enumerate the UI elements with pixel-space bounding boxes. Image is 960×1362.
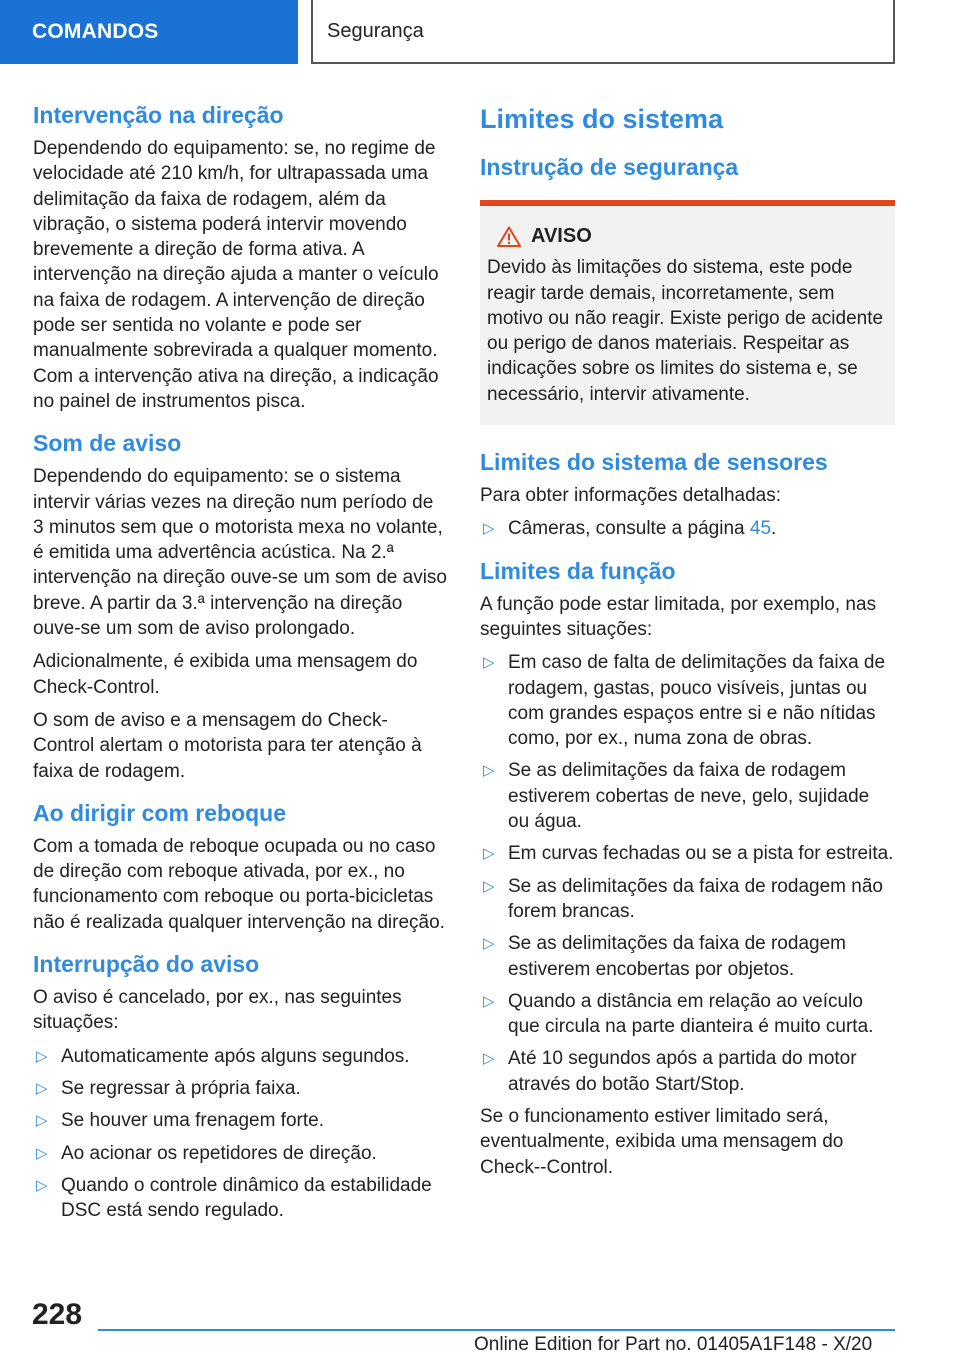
list-item: ▷ Em caso de falta de delimitações da faixa de rodagem, gastas, pouco visíveis, juntas ou com grandes espaços entre si e não nítidas como, por ex., numa zona de obras. <box>483 652 886 750</box>
triangle-right-icon: ▷ <box>36 1047 48 1065</box>
left-column <box>33 100 448 1230</box>
chapter-title: Segurança <box>327 19 424 42</box>
sensores-list <box>480 516 895 541</box>
list-item: ▷ Se as delimitações da faixa de rodagem estiverem encobertas por objetos. <box>483 933 846 980</box>
interrupcao-list <box>33 1044 448 1224</box>
list-item: ▷ Em curvas fechadas ou se a pista for estreita. <box>480 841 895 866</box>
triangle-right-icon: ▷ <box>483 992 495 1010</box>
paragraph-som-aviso-3: O som de aviso e a mensagem do Check-Control alertam o motorista para ter atenção à faixa de rodagem. <box>33 709 422 782</box>
list-item: ▷ Se houver uma frenagem forte. <box>33 1108 448 1133</box>
triangle-right-icon: ▷ <box>483 845 495 863</box>
page-number: 228 <box>32 1298 83 1331</box>
heading-som-aviso: Som de aviso <box>33 430 182 457</box>
limites-funcao-list <box>480 650 895 1097</box>
list-item: ▷ Câmeras, consulte a página 45. <box>480 516 895 541</box>
page-link[interactable]: 45 <box>749 518 772 540</box>
paragraph-intervencao: Dependendo do equipamento: se, no regime de velocidade até 210 km/h, for ultrapassada uma delimitação da faixa de rodagem, além da vibração, o sistema poderá intervir movendo brevemente a direção de forma ativa. A intervenção na direção ajuda a manter o veículo na faixa de rodagem. A intervenção de direção pode ser sentida no volante e pode ser manualmente sobrevirada a qualquer momento. Com a intervenção ativa na direção, a indicação no painel de instrumentos pisca. <box>33 138 439 412</box>
triangle-right-icon: ▷ <box>36 1079 48 1097</box>
section-limites-funcao <box>480 556 895 1180</box>
paragraph-closing: Se o funcionamento estiver limitado será, eventualmente, exibida uma mensagem do Check--Control. <box>480 1106 844 1178</box>
list-item: ▷ Automaticamente após alguns segundos. <box>33 1044 448 1069</box>
triangle-right-icon: ▷ <box>483 654 495 672</box>
paragraph-sensores: Para obter informações detalhadas: <box>480 485 782 507</box>
page-title: Limites do sistema <box>480 104 724 134</box>
heading-limites-funcao: Limites da função <box>480 557 676 584</box>
paragraph-limites-funcao: A função pode estar limitada, por exemplo, nas seguintes situações: <box>480 593 877 640</box>
header-chapter <box>311 0 895 64</box>
paragraph-reboque: Com a tomada de reboque ocupada ou no caso de direção com reboque ativada, por ex., no funcionamento com reboque ou porta-bicicletas não é realizada qualquer intervenção na direção. <box>33 835 445 933</box>
warning-text: Devido às limitações do sistema, este pode reagir tarde demais, incorretamente, sem motivo ou não reagir. Existe perigo de acidente ou perigo de danos materiais. Respeitar as indicações sobre os limites do sistema e, se necessário, intervir ativamente. <box>487 257 884 405</box>
section-reboque <box>33 798 448 935</box>
heading-instrucao-seguranca: Instrução de segurança <box>480 154 739 180</box>
heading-sensores: Limites do sistema de sensores <box>480 449 828 476</box>
paragraph-interrupcao: O aviso é cancelado, por ex., nas seguintes situações: <box>33 987 402 1034</box>
list-item: ▷ Se regressar à própria faixa. <box>33 1076 448 1101</box>
paragraph-som-aviso-2: Adicionalmente, é exibida uma mensagem do Check-Control. <box>33 651 418 698</box>
paragraph-som-aviso-1: Dependendo do equipamento: se o sistema intervir várias vezes na direção num período de 3 minutos sem que o motorista mexa no volante, é emitida uma advertência acústica. Na 2.ª intervenção na direção ouve-se um som de aviso breve. A partir da 3.ª intervenção na direção ouve-se um som de aviso prolongado. <box>33 466 448 640</box>
warning-triangle-icon <box>497 226 521 247</box>
triangle-right-icon: ▷ <box>483 1050 495 1068</box>
triangle-right-icon: ▷ <box>36 1144 48 1162</box>
list-item: ▷ Quando a distância em relação ao veículo que circula na parte dianteira é muito curta. <box>483 990 874 1038</box>
heading-reboque: Ao dirigir com reboque <box>33 799 287 826</box>
heading-intervencao: Intervenção na direção <box>33 102 284 128</box>
warning-box <box>480 200 895 425</box>
list-item: ▷ Quando o controle dinâmico da estabilidade DSC está sendo regulado. <box>36 1174 432 1222</box>
warning-title: AVISO <box>487 224 887 249</box>
list-item: ▷ Se as delimitações da faixa de rodagem estiverem cobertas de neve, gelo, sujidade ou água. <box>483 760 870 833</box>
footer-divider <box>98 1329 895 1331</box>
heading-interrupcao: Interrupção do aviso <box>33 951 260 978</box>
list-item: ▷ Até 10 segundos após a partida do motor através do botão Start/Stop. <box>483 1048 857 1095</box>
triangle-right-icon: ▷ <box>483 877 495 895</box>
triangle-right-icon: ▷ <box>483 762 495 780</box>
edition-text: Online Edition for Part no. 01405A1F148 - X/20 <box>474 1334 873 1355</box>
header-section-tab: COMANDOS <box>0 0 298 64</box>
list-item: ▷ Se as delimitações da faixa de rodagem não forem brancas. <box>483 875 883 922</box>
list-item: ▷ Ao acionar os repetidores de direção. <box>33 1141 448 1166</box>
triangle-right-icon: ▷ <box>36 1176 48 1194</box>
triangle-right-icon: ▷ <box>483 935 495 953</box>
right-column <box>480 100 895 1188</box>
section-interrupcao <box>33 949 448 1223</box>
triangle-right-icon: ▷ <box>36 1112 48 1130</box>
triangle-right-icon: ▷ <box>483 520 495 538</box>
section-som-aviso <box>33 428 448 784</box>
